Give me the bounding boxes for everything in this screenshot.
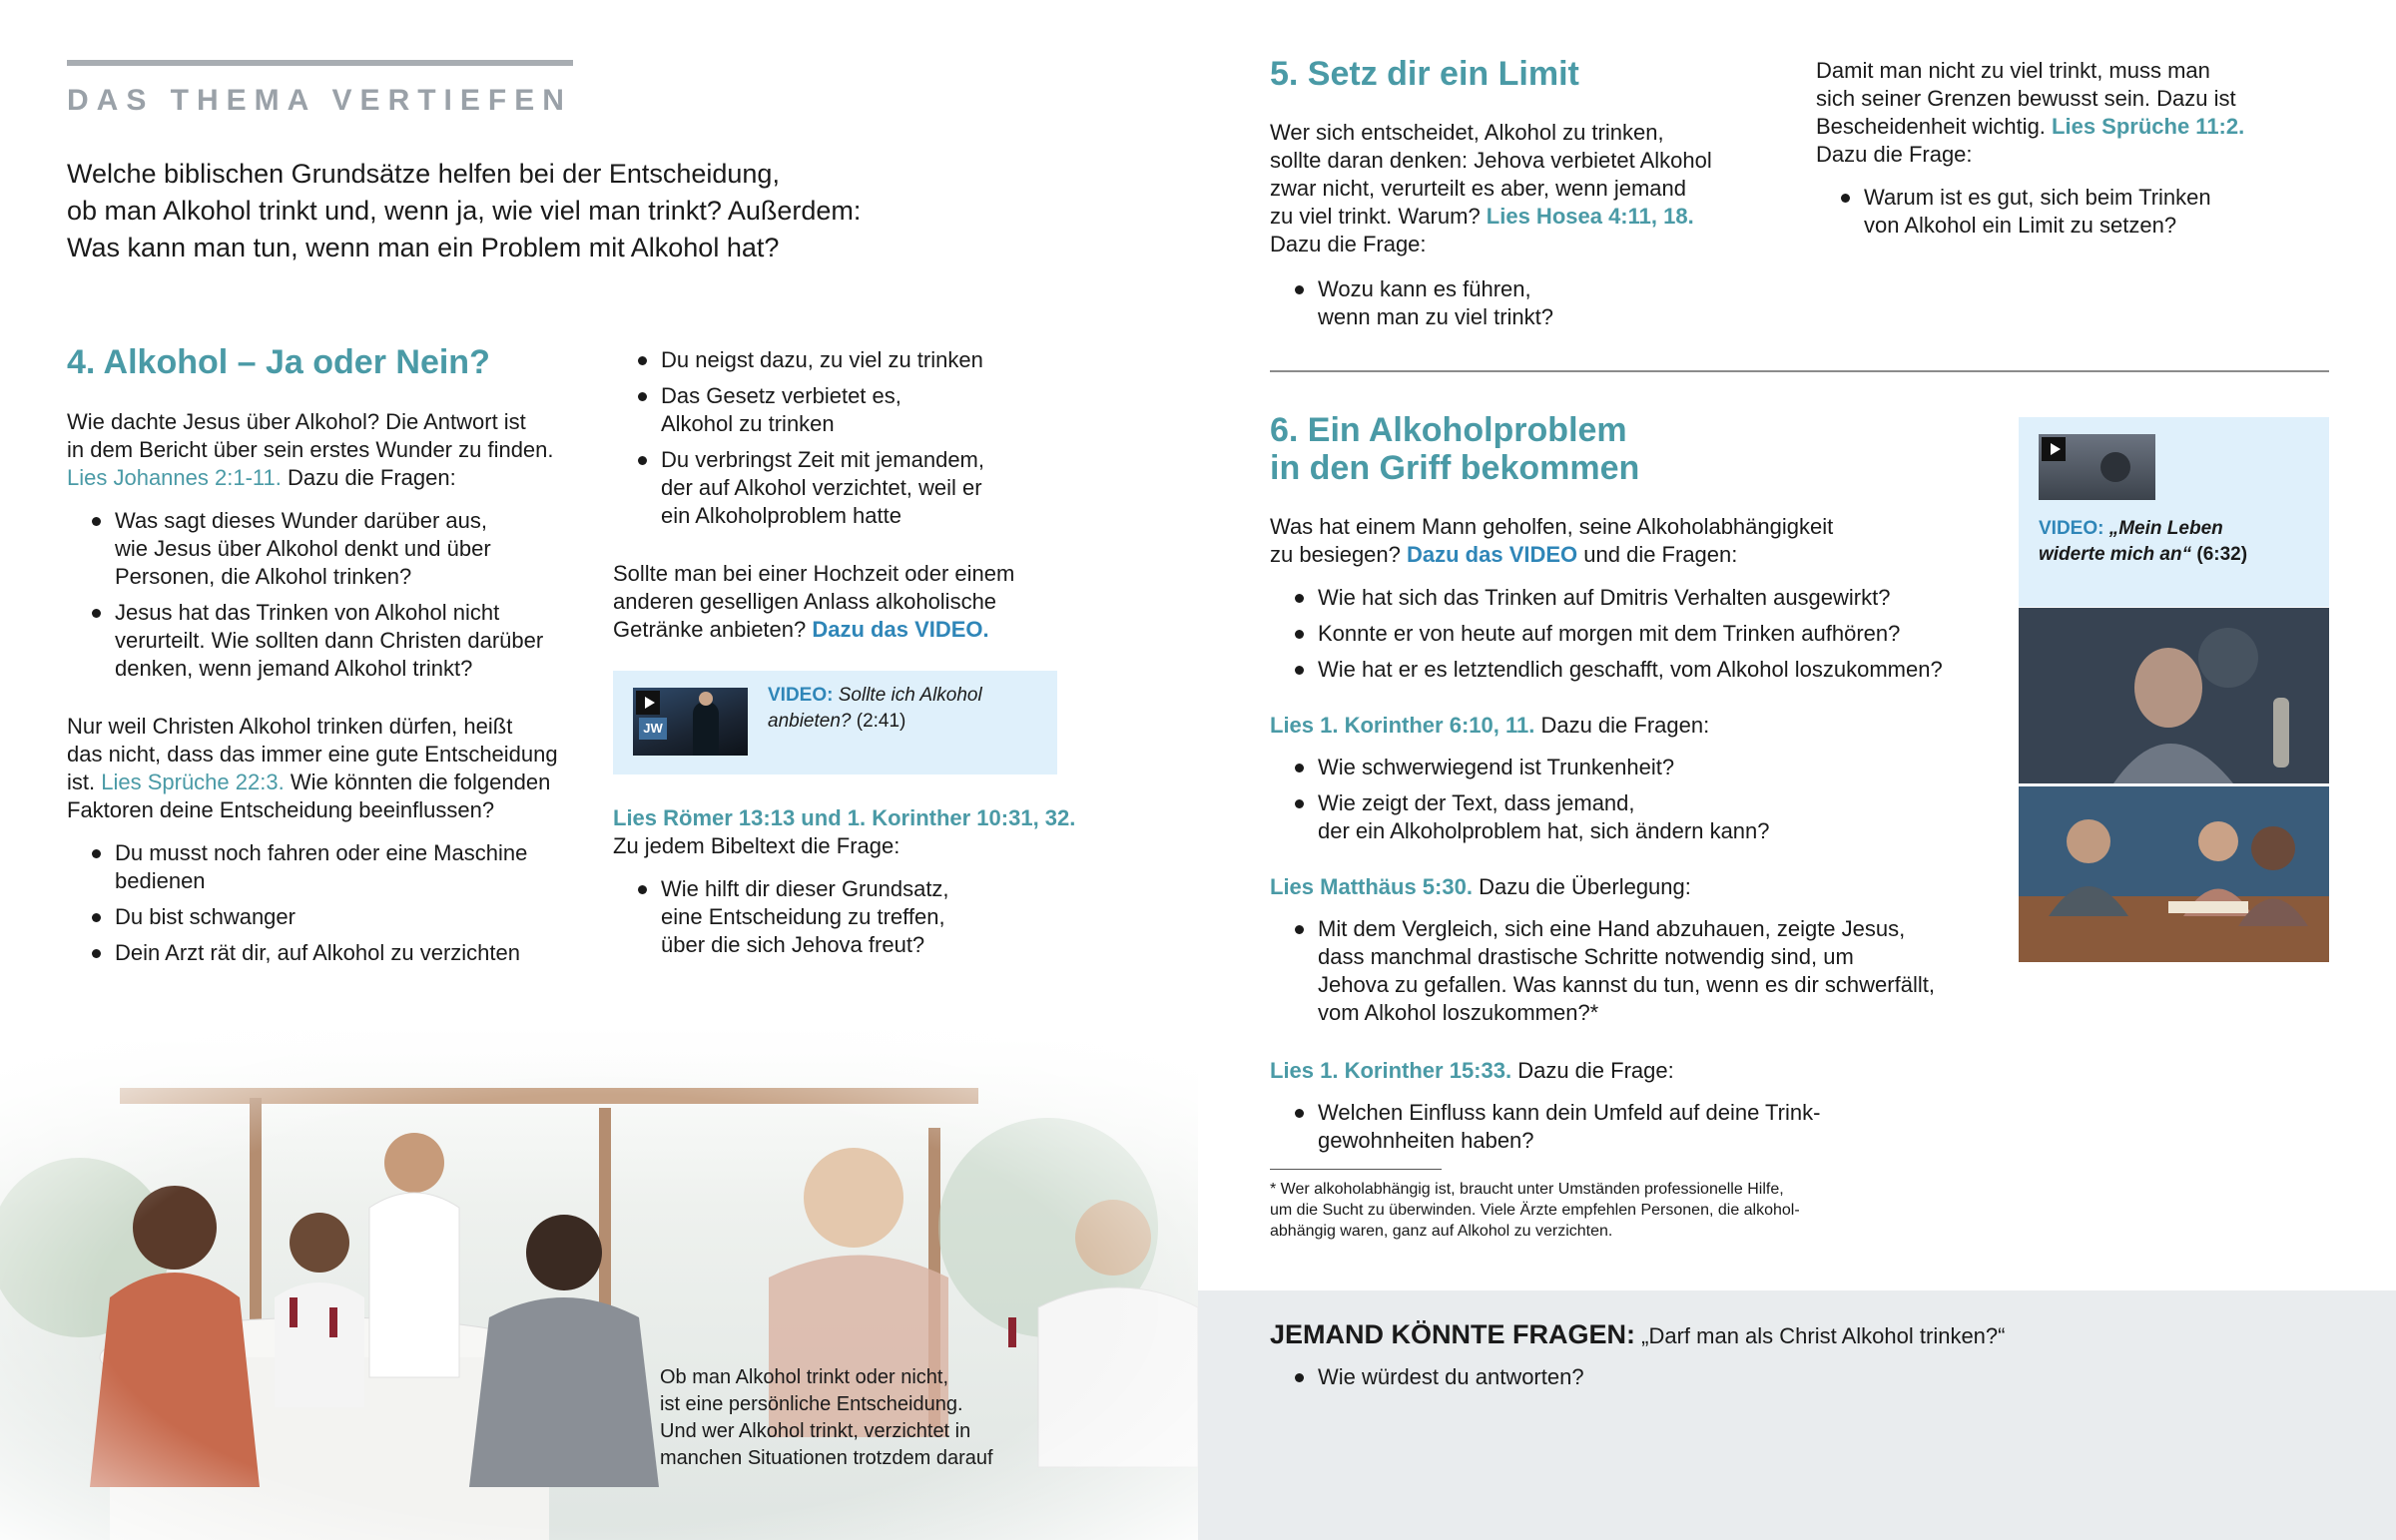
section5-column-b — [1816, 57, 2295, 169]
photo-man-at-table — [2019, 608, 2329, 783]
list-item: Wozu kann es führen, wenn man zu viel trinkt? — [1270, 275, 1749, 331]
play-icon — [636, 691, 660, 715]
section6-ref3 — [1270, 1057, 1674, 1085]
intro-line: Was kann man tun, wenn man ein Problem mit Alkohol hat? — [67, 233, 780, 262]
title-line: in den Griff bekommen — [1270, 449, 1640, 488]
text-line: Wer sich entscheidet, Alkohol zu trinken, — [1270, 120, 1664, 145]
text-line: Zu jedem Bibeltext die Frage: — [613, 833, 900, 858]
section4-paragraph-3 — [613, 560, 1082, 644]
text-line: Was hat einem Mann geholfen, seine Alkoholabhängigkeit — [1270, 514, 1834, 539]
footnote-rule — [1270, 1169, 1442, 1170]
list-item: Du verbringst Zeit mit jemandem, der auf Alkohol verzichtet, weil er ein Alkoholproblem hatte — [613, 446, 1072, 530]
text-span: Bescheidenheit wichtig. — [1816, 114, 2053, 139]
list-item: Mit dem Vergleich, sich eine Hand abzuhauen, zeigte Jesus, dass manchmal drastische Schritte notwendig sind, um Jehova zu gefallen. Was kannst du tun, wenn es dir schwerfällt, vom Alkohol loszukommen?* — [1270, 915, 1999, 1027]
kicker-title: DAS THEMA VERTIEFEN — [67, 84, 572, 117]
jw-badge: JW — [639, 718, 667, 740]
section4-paragraph-1 — [67, 408, 606, 492]
section6-intro — [1270, 513, 1989, 569]
kicker-rule — [67, 60, 573, 66]
text-span: Dazu die Fragen: — [281, 465, 456, 490]
section6-ref2 — [1270, 873, 1691, 901]
text-line: Faktoren deine Entscheidung beeinflussen? — [67, 797, 495, 822]
text-span: zu viel trinkt. Warum? — [1270, 204, 1487, 229]
section6-ref1-questions — [1270, 754, 1999, 853]
scripture-reference-link[interactable]: Lies Sprüche 22:3. — [101, 770, 285, 794]
caption-line: Ob man Alkohol trinkt oder nicht, — [660, 1366, 949, 1388]
section5-list-a — [1270, 275, 1749, 339]
presenter-head — [699, 692, 713, 706]
text-line: sollte daran denken: Jehova verbietet Alkohol — [1270, 148, 1712, 173]
section5-column-a — [1270, 119, 1749, 258]
video-card-dmitri[interactable] — [2019, 417, 2329, 607]
video-title: „Mein Leben — [2108, 518, 2223, 539]
play-icon — [2042, 437, 2066, 461]
fade-overlay — [0, 1028, 1198, 1540]
section4-principle-list — [613, 875, 1072, 967]
section4-title: 4. Alkohol – Ja oder Nein? — [67, 343, 490, 381]
text-line: Dazu die Frage: — [1270, 232, 1427, 257]
list-item: Du bist schwanger — [67, 903, 606, 931]
video-title: widerte mich an“ — [2039, 544, 2192, 565]
list-item: Das Gesetz verbietet es, Alkohol zu trinken — [613, 382, 1072, 438]
list-item: Welchen Einfluss kann dein Umfeld auf deine Trink- gewohnheiten haben? — [1270, 1099, 1999, 1155]
scripture-reference-link[interactable]: Lies Sprüche 11:2. — [2052, 114, 2245, 139]
intro-line: Welche biblischen Grundsätze helfen bei der Entscheidung, — [67, 159, 780, 189]
text-span: zu besiegen? — [1270, 542, 1407, 567]
factors-list-a — [67, 839, 606, 975]
caption-line: manchen Situationen trotzdem darauf — [660, 1447, 993, 1469]
video-duration: (6:32) — [2196, 544, 2248, 565]
scripture-reference-link[interactable]: Lies 1. Korinther 15:33. — [1270, 1058, 1512, 1083]
list-item: Du neigst dazu, zu viel zu trinken — [613, 346, 1072, 374]
text-span: Getränke anbieten? — [613, 617, 813, 642]
text-line: Wie dachte Jesus über Alkohol? Die Antwort ist — [67, 409, 526, 434]
scripture-reference-link[interactable]: Lies Johannes 2:1-11. — [67, 465, 282, 490]
text-span: Wie könnten die folgenden — [284, 770, 551, 794]
footnote-line: abhängig waren, ganz auf Alkohol zu verzichten. — [1270, 1223, 1613, 1240]
footnote — [1270, 1179, 1800, 1242]
section-divider — [1270, 370, 2329, 372]
text-line: zwar nicht, verurteilt es aber, wenn jemand — [1270, 176, 1686, 201]
footnote-line: um die Sucht zu überwinden. Viele Ärzte empfehlen Personen, die alkohol- — [1270, 1202, 1800, 1219]
caption-line: ist eine persönliche Entscheidung. — [660, 1393, 963, 1415]
text-line: Damit man nicht zu viel trinkt, muss man — [1816, 58, 2210, 83]
caption-line: Und wer Alkohol trinkt, verzichtet in — [660, 1420, 971, 1442]
list-item: Wie hat er es letztendlich geschafft, vom Alkohol loszukommen? — [1270, 656, 1999, 684]
list-item: Wie hilft dir dieser Grundsatz, eine Entscheidung zu treffen, über die sich Jehova freut? — [613, 875, 1072, 959]
ask-question-line — [1270, 1317, 2005, 1353]
list-item: Was sagt dieses Wunder darüber aus, wie Jesus über Alkohol denkt und über Personen, die Alkohol trinken? — [67, 507, 606, 591]
video-label: VIDEO: — [2039, 518, 2104, 539]
scripture-reference-link[interactable]: Lies Hosea 4:11, 18. — [1486, 204, 1694, 229]
list-item: Warum ist es gut, sich beim Trinken von Alkohol ein Limit zu setzen? — [1816, 184, 2295, 240]
ask-label: JEMAND KÖNNTE FRAGEN: — [1270, 1319, 1636, 1349]
intro-line: ob man Alkohol trinkt und, wenn ja, wie viel man trinkt? Außerdem: — [67, 196, 862, 226]
video-link[interactable]: Dazu das VIDEO. — [812, 617, 989, 642]
text-line: Sollte man bei einer Hochzeit oder einem — [613, 561, 1015, 586]
text-span: und die Fragen: — [1577, 542, 1738, 567]
video-title: Sollte ich Alkohol — [838, 685, 982, 706]
list-item: Dein Arzt rät dir, auf Alkohol zu verzichten — [67, 939, 606, 967]
text-line: anderen geselligen Anlass alkoholische — [613, 589, 997, 614]
list-item: Wie zeigt der Text, dass jemand, der ein Alkoholproblem hat, sich ändern kann? — [1270, 789, 1999, 845]
thumb-figure — [2100, 452, 2130, 482]
text-span: Dazu die Fragen: — [1534, 713, 1710, 738]
list-item: Jesus hat das Trinken von Alkohol nicht verurteilt. Wie sollten dann Christen darüber denken, wenn jemand Alkohol trinkt? — [67, 599, 606, 683]
video-label: VIDEO: — [768, 685, 834, 706]
section6-video-questions — [1270, 584, 1999, 692]
text-span: Dazu die Frage: — [1511, 1058, 1674, 1083]
video-link[interactable]: Dazu das VIDEO — [1407, 542, 1578, 567]
list-item: Wie hat sich das Trinken auf Dmitris Verhalten ausgewirkt? — [1270, 584, 1999, 612]
section4-paragraph-2 — [67, 713, 606, 824]
factors-list-b — [613, 346, 1072, 538]
section5-list-b — [1816, 184, 2295, 248]
section6-ref3-questions — [1270, 1099, 1999, 1163]
illustration-caption — [660, 1364, 993, 1472]
video-card-text — [2039, 516, 2247, 568]
list-item: Konnte er von heute auf morgen mit dem Trinken aufhören? — [1270, 620, 1999, 648]
section6-ref2-questions — [1270, 915, 1999, 1035]
video-card-offer[interactable] — [613, 671, 1057, 774]
text-span: ist. — [67, 770, 102, 794]
text-line: Dazu die Frage: — [1816, 142, 1973, 167]
video-card-text — [768, 683, 982, 735]
text-line: sich seiner Grenzen bewusst sein. Dazu ist — [1816, 86, 2236, 111]
section6-title — [1270, 411, 1639, 487]
list-item: Du musst noch fahren oder eine Maschine bedienen — [67, 839, 606, 895]
section4-reference-block — [613, 804, 1112, 860]
title-line: 6. Ein Alkoholproblem — [1270, 411, 1627, 449]
scripture-reference-link[interactable]: Lies 1. Korinther 6:10, 11. — [1270, 713, 1535, 738]
scripture-reference-link[interactable]: Lies Matthäus 5:30. — [1270, 874, 1473, 899]
section6-ref1 — [1270, 712, 1709, 740]
video-title: anbieten? — [768, 711, 852, 732]
video-thumbnail[interactable] — [633, 688, 748, 756]
ask-question: „Darf man als Christ Alkohol trinken?“ — [1635, 1323, 2006, 1348]
restaurant-illustration — [0, 1028, 1198, 1540]
scripture-reference-link[interactable]: Lies Römer 13:13 und 1. Korinther 10:31, 32. — [613, 805, 1076, 830]
list-item: Wie schwerwiegend ist Trunkenheit? — [1270, 754, 1999, 781]
section4-questions-list — [67, 507, 606, 691]
text-span: Dazu die Überlegung: — [1472, 874, 1691, 899]
list-item: Wie würdest du antworten? — [1270, 1363, 1969, 1391]
footnote-line: * Wer alkoholabhängig ist, braucht unter Umständen professionelle Hilfe, — [1270, 1181, 1784, 1198]
text-line: Nur weil Christen Alkohol trinken dürfen, heißt — [67, 714, 513, 739]
text-line: in dem Bericht über sein erstes Wunder zu finden. — [67, 437, 554, 462]
presenter-figure — [693, 702, 719, 756]
intro-text — [67, 156, 861, 266]
text-line: das nicht, dass das immer eine gute Entscheidung — [67, 742, 558, 767]
ask-list — [1270, 1363, 1969, 1399]
photo-family-reading — [2019, 786, 2329, 962]
video-duration: (2:41) — [856, 711, 906, 732]
video-thumbnail[interactable] — [2039, 434, 2155, 500]
section5-title: 5. Setz dir ein Limit — [1270, 55, 1579, 93]
